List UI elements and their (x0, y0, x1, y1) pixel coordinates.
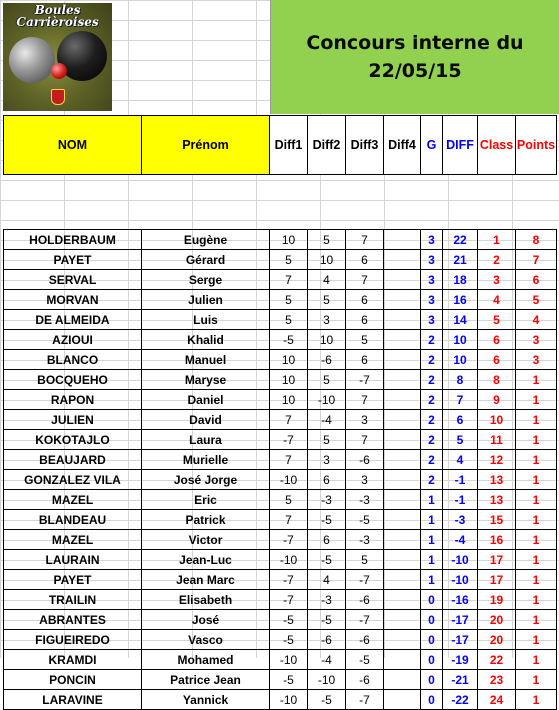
cell-diff1[interactable]: 5 (270, 310, 308, 330)
table-row (4, 510, 557, 530)
cell-diff1[interactable]: -7 (270, 590, 308, 610)
header-row (4, 116, 557, 175)
cell-nom[interactable]: SERVAL (4, 270, 142, 290)
cell-class[interactable]: 19 (478, 590, 516, 610)
boule-silver-icon (9, 37, 55, 83)
cell-diff[interactable]: -4 (443, 530, 478, 550)
cell-diff3[interactable]: -7 (346, 690, 384, 710)
cell-class[interactable]: 22 (478, 650, 516, 670)
cell-prenom[interactable]: Daniel (142, 390, 270, 410)
cell-g[interactable]: 1 (421, 490, 443, 510)
cell-diff2[interactable]: -5 (308, 550, 346, 570)
cell-nom[interactable]: GONZALEZ VILA (4, 470, 142, 490)
cell-diff2[interactable]: 5 (308, 290, 346, 310)
cell-diff2[interactable]: 6 (308, 530, 346, 550)
cell-diff4[interactable] (384, 310, 421, 330)
cell-diff1[interactable]: -5 (270, 610, 308, 630)
cell-points[interactable]: 1 (516, 550, 557, 570)
cell-diff[interactable]: -1 (443, 490, 478, 510)
cell-points[interactable]: 7 (516, 250, 557, 270)
cell-class[interactable]: 5 (478, 310, 516, 330)
cell-nom[interactable]: RAPON (4, 390, 142, 410)
header-diff1[interactable]: Diff1 (270, 116, 308, 175)
cell-nom[interactable]: LAURAIN (4, 550, 142, 570)
cell-class[interactable]: 11 (478, 430, 516, 450)
cell-class[interactable]: 13 (478, 490, 516, 510)
cell-prenom[interactable]: Jean Marc (142, 570, 270, 590)
cell-diff2[interactable]: -4 (308, 410, 346, 430)
cell-nom[interactable]: PAYET (4, 570, 142, 590)
cell-diff[interactable]: 8 (443, 370, 478, 390)
table-row (4, 230, 557, 250)
cell-prenom[interactable]: Patrick (142, 510, 270, 530)
spacer-row (4, 175, 557, 230)
cell-diff1[interactable]: 5 (270, 250, 308, 270)
cell-g[interactable]: 2 (421, 450, 443, 470)
cell-nom[interactable]: LARAVINE (4, 690, 142, 710)
cell-prenom[interactable]: Julien (142, 290, 270, 310)
table-row (4, 610, 557, 630)
cell-diff1[interactable]: 10 (270, 350, 308, 370)
cell-nom[interactable]: FIGUEIREDO (4, 630, 142, 650)
cell-diff1[interactable]: 7 (270, 450, 308, 470)
table-row (4, 590, 557, 610)
table-row (4, 290, 557, 310)
cell-diff4[interactable] (384, 690, 421, 710)
cell-class[interactable]: 3 (478, 270, 516, 290)
cell-points[interactable]: 1 (516, 570, 557, 590)
title-line-1: Concours interne du (306, 32, 524, 54)
cell-diff1[interactable]: -10 (270, 650, 308, 670)
header-nom[interactable]: NOM (4, 116, 142, 175)
cell-g[interactable]: 1 (421, 510, 443, 530)
cell-class[interactable]: 17 (478, 570, 516, 590)
cell-prenom[interactable]: Elisabeth (142, 590, 270, 610)
cell-diff1[interactable]: 10 (270, 230, 308, 250)
cell-diff4[interactable] (384, 430, 421, 450)
cell-diff2[interactable]: -10 (308, 390, 346, 410)
cell-diff[interactable]: -19 (443, 650, 478, 670)
cell-diff4[interactable] (384, 270, 421, 290)
header-prenom[interactable]: Prénom (142, 116, 270, 175)
cell-diff3[interactable]: 5 (346, 330, 384, 350)
table-row (4, 570, 557, 590)
cell-diff[interactable]: 5 (443, 430, 478, 450)
cell-g[interactable]: 0 (421, 630, 443, 650)
cell-diff[interactable]: -10 (443, 550, 478, 570)
cell-diff[interactable]: 7 (443, 390, 478, 410)
cell-diff3[interactable]: 7 (346, 230, 384, 250)
cell-diff[interactable]: 14 (443, 310, 478, 330)
cell-diff[interactable]: 18 (443, 270, 478, 290)
cell-g[interactable]: 3 (421, 270, 443, 290)
cell-nom[interactable]: MORVAN (4, 290, 142, 310)
cell-diff4[interactable] (384, 370, 421, 390)
cell-diff4[interactable] (384, 550, 421, 570)
table-row (4, 350, 557, 370)
cell-prenom[interactable]: Manuel (142, 350, 270, 370)
cell-nom[interactable]: JULIEN (4, 410, 142, 430)
cell-class[interactable]: 15 (478, 510, 516, 530)
cell-g[interactable]: 1 (421, 530, 443, 550)
cell-diff3[interactable]: 7 (346, 270, 384, 290)
cell-prenom[interactable]: Khalid (142, 330, 270, 350)
cell-diff4[interactable] (384, 290, 421, 310)
cell-prenom[interactable]: José (142, 610, 270, 630)
cell-diff4[interactable] (384, 610, 421, 630)
cell-nom[interactable]: BEAUJARD (4, 450, 142, 470)
table-row (4, 650, 557, 670)
cell-nom[interactable]: PAYET (4, 250, 142, 270)
cell-g[interactable]: 2 (421, 430, 443, 450)
cell-diff[interactable]: 22 (443, 230, 478, 250)
cell-diff3[interactable]: 6 (346, 350, 384, 370)
cell-prenom[interactable]: Vasco (142, 630, 270, 650)
cell-diff4[interactable] (384, 650, 421, 670)
cell-diff3[interactable]: -6 (346, 450, 384, 470)
table-row (4, 250, 557, 270)
cell-points[interactable]: 1 (516, 670, 557, 690)
cell-diff[interactable]: 10 (443, 350, 478, 370)
cell-diff2[interactable]: 10 (308, 330, 346, 350)
cell-diff2[interactable]: 4 (308, 270, 346, 290)
cell-prenom[interactable]: Laura (142, 430, 270, 450)
cell-diff2[interactable]: -5 (308, 690, 346, 710)
title-line-2: 22/05/15 (368, 60, 462, 82)
header-class[interactable]: Class (478, 116, 516, 175)
cell-diff3[interactable]: 5 (346, 550, 384, 570)
cell-diff[interactable]: -17 (443, 610, 478, 630)
header-points[interactable]: Points (516, 116, 557, 175)
cell-diff2[interactable]: -4 (308, 650, 346, 670)
cell-diff[interactable]: 10 (443, 330, 478, 350)
header-diff[interactable]: DIFF (443, 116, 478, 175)
cell-class[interactable]: 10 (478, 410, 516, 430)
cell-points[interactable]: 1 (516, 610, 557, 630)
cell-diff2[interactable]: -3 (308, 590, 346, 610)
cell-g[interactable]: 0 (421, 670, 443, 690)
cell-nom[interactable]: AZIOUI (4, 330, 142, 350)
jack-ball-icon (51, 63, 67, 79)
cell-diff[interactable]: -1 (443, 470, 478, 490)
table-row (4, 270, 557, 290)
cell-class[interactable]: 1 (478, 230, 516, 250)
cell-nom[interactable]: TRAILIN (4, 590, 142, 610)
table-row (4, 390, 557, 410)
cell-points[interactable]: 4 (516, 310, 557, 330)
cell-diff4[interactable] (384, 470, 421, 490)
cell-diff[interactable]: -22 (443, 690, 478, 710)
cell-prenom[interactable]: Eugène (142, 230, 270, 250)
cell-diff1[interactable]: -5 (270, 670, 308, 690)
cell-points[interactable]: 1 (516, 530, 557, 550)
cell-class[interactable]: 6 (478, 350, 516, 370)
cell-diff4[interactable] (384, 230, 421, 250)
cell-prenom[interactable]: Maryse (142, 370, 270, 390)
cell-diff2[interactable]: -6 (308, 630, 346, 650)
cell-g[interactable]: 2 (421, 470, 443, 490)
cell-diff2[interactable]: 5 (308, 230, 346, 250)
table-row (4, 550, 557, 570)
cell-nom[interactable]: BOCQUEHO (4, 370, 142, 390)
cell-diff3[interactable]: 3 (346, 470, 384, 490)
cell-g[interactable]: 3 (421, 250, 443, 270)
cell-diff3[interactable]: 7 (346, 390, 384, 410)
cell-diff4[interactable] (384, 570, 421, 590)
cell-diff3[interactable]: -5 (346, 650, 384, 670)
cell-diff4[interactable] (384, 330, 421, 350)
cell-class[interactable]: 9 (478, 390, 516, 410)
cell-diff1[interactable]: -10 (270, 470, 308, 490)
cell-nom[interactable]: BLANDEAU (4, 510, 142, 530)
cell-diff1[interactable]: 10 (270, 390, 308, 410)
spacer-cell[interactable] (4, 175, 557, 230)
cell-nom[interactable]: DE ALMEIDA (4, 310, 142, 330)
cell-points[interactable]: 1 (516, 630, 557, 650)
cell-g[interactable]: 3 (421, 310, 443, 330)
cell-nom[interactable]: ABRANTES (4, 610, 142, 630)
cell-diff3[interactable]: -7 (346, 370, 384, 390)
table-row (4, 450, 557, 470)
cell-diff[interactable]: -3 (443, 510, 478, 530)
cell-diff1[interactable]: 10 (270, 370, 308, 390)
cell-diff2[interactable]: 3 (308, 450, 346, 470)
cell-prenom[interactable]: David (142, 410, 270, 430)
cell-g[interactable]: 3 (421, 290, 443, 310)
cell-diff2[interactable]: 5 (308, 430, 346, 450)
cell-nom[interactable]: BLANCO (4, 350, 142, 370)
cell-prenom[interactable]: Serge (142, 270, 270, 290)
cell-g[interactable]: 2 (421, 370, 443, 390)
cell-points[interactable]: 1 (516, 490, 557, 510)
table-row (4, 430, 557, 450)
cell-diff3[interactable]: -7 (346, 610, 384, 630)
cell-diff[interactable]: -21 (443, 670, 478, 690)
cell-points[interactable]: 1 (516, 590, 557, 610)
cell-diff1[interactable]: 7 (270, 410, 308, 430)
cell-diff1[interactable]: 7 (270, 270, 308, 290)
cell-diff2[interactable]: 6 (308, 470, 346, 490)
cell-diff[interactable]: -17 (443, 630, 478, 650)
town-crest-icon (51, 89, 65, 105)
cell-g[interactable]: 0 (421, 690, 443, 710)
cell-diff4[interactable] (384, 250, 421, 270)
cell-class[interactable]: 4 (478, 290, 516, 310)
cell-points[interactable]: 1 (516, 390, 557, 410)
cell-diff4[interactable] (384, 510, 421, 530)
cell-points[interactable]: 1 (516, 470, 557, 490)
cell-prenom[interactable]: Patrice Jean (142, 670, 270, 690)
cell-diff3[interactable]: 6 (346, 310, 384, 330)
cell-class[interactable]: 12 (478, 450, 516, 470)
cell-points[interactable]: 1 (516, 450, 557, 470)
cell-diff[interactable]: 16 (443, 290, 478, 310)
cell-prenom[interactable]: José Jorge (142, 470, 270, 490)
cell-nom[interactable]: KRAMDI (4, 650, 142, 670)
cell-class[interactable]: 23 (478, 670, 516, 690)
cell-diff2[interactable]: -3 (308, 490, 346, 510)
cell-points[interactable]: 1 (516, 510, 557, 530)
cell-diff2[interactable]: -5 (308, 510, 346, 530)
cell-diff3[interactable]: -7 (346, 570, 384, 590)
cell-class[interactable]: 24 (478, 690, 516, 710)
cell-diff2[interactable]: 10 (308, 250, 346, 270)
cell-diff2[interactable]: -10 (308, 670, 346, 690)
logo-text-line1: Boules (34, 3, 81, 17)
cell-diff3[interactable]: -3 (346, 530, 384, 550)
cell-prenom[interactable]: Victor (142, 530, 270, 550)
cell-prenom[interactable]: Gérard (142, 250, 270, 270)
cell-diff1[interactable]: -5 (270, 330, 308, 350)
cell-diff4[interactable] (384, 350, 421, 370)
cell-diff1[interactable]: -7 (270, 430, 308, 450)
results-table (3, 115, 557, 710)
cell-prenom[interactable]: Jean-Luc (142, 550, 270, 570)
cell-diff4[interactable] (384, 390, 421, 410)
cell-diff3[interactable]: 7 (346, 430, 384, 450)
table-row (4, 310, 557, 330)
table-row (4, 630, 557, 650)
cell-g[interactable]: 1 (421, 570, 443, 590)
cell-diff3[interactable]: -6 (346, 630, 384, 650)
cell-diff3[interactable]: -5 (346, 510, 384, 530)
title-cell[interactable] (270, 0, 559, 114)
header-diff2[interactable]: Diff2 (308, 116, 346, 175)
cell-diff[interactable]: 21 (443, 250, 478, 270)
cell-g[interactable]: 2 (421, 410, 443, 430)
table-row (4, 410, 557, 430)
table-row (4, 330, 557, 350)
cell-diff4[interactable] (384, 630, 421, 650)
cell-g[interactable]: 2 (421, 330, 443, 350)
cell-points[interactable]: 3 (516, 330, 557, 350)
cell-diff3[interactable]: -6 (346, 670, 384, 690)
cell-points[interactable]: 1 (516, 690, 557, 710)
cell-diff3[interactable]: 3 (346, 410, 384, 430)
cell-nom[interactable]: MAZEL (4, 490, 142, 510)
table-row (4, 470, 557, 490)
club-logo (3, 3, 112, 111)
cell-nom[interactable]: HOLDERBAUM (4, 230, 142, 250)
table-row (4, 690, 557, 710)
cell-nom[interactable]: KOKOTAJLO (4, 430, 142, 450)
cell-diff4[interactable] (384, 450, 421, 470)
cell-diff2[interactable]: 4 (308, 570, 346, 590)
cell-diff3[interactable]: -6 (346, 590, 384, 610)
cell-diff4[interactable] (384, 490, 421, 510)
logo-text-line2: Carrièroises (16, 15, 99, 29)
cell-class[interactable]: 20 (478, 610, 516, 630)
cell-class[interactable]: 13 (478, 470, 516, 490)
cell-g[interactable]: 0 (421, 650, 443, 670)
cell-class[interactable]: 2 (478, 250, 516, 270)
cell-points[interactable]: 1 (516, 430, 557, 450)
cell-diff4[interactable] (384, 410, 421, 430)
cell-points[interactable]: 1 (516, 650, 557, 670)
cell-prenom[interactable]: Yannick (142, 690, 270, 710)
cell-diff[interactable]: -16 (443, 590, 478, 610)
cell-diff1[interactable]: 5 (270, 490, 308, 510)
cell-points[interactable]: 3 (516, 350, 557, 370)
table-row (4, 490, 557, 510)
cell-diff2[interactable]: -5 (308, 610, 346, 630)
cell-g[interactable]: 2 (421, 350, 443, 370)
cell-diff4[interactable] (384, 590, 421, 610)
cell-diff[interactable]: -10 (443, 570, 478, 590)
cell-prenom[interactable]: Murielle (142, 450, 270, 470)
cell-class[interactable]: 6 (478, 330, 516, 350)
cell-diff[interactable]: 4 (443, 450, 478, 470)
cell-diff2[interactable]: 3 (308, 310, 346, 330)
cell-diff1[interactable]: -7 (270, 530, 308, 550)
cell-class[interactable]: 8 (478, 370, 516, 390)
cell-nom[interactable]: MAZEL (4, 530, 142, 550)
cell-diff1[interactable]: 5 (270, 290, 308, 310)
cell-diff1[interactable]: -10 (270, 690, 308, 710)
cell-points[interactable]: 5 (516, 290, 557, 310)
cell-points[interactable]: 6 (516, 270, 557, 290)
cell-diff1[interactable]: -5 (270, 630, 308, 650)
cell-prenom[interactable]: Mohamed (142, 650, 270, 670)
cell-points[interactable]: 1 (516, 370, 557, 390)
cell-diff4[interactable] (384, 530, 421, 550)
cell-diff3[interactable]: -3 (346, 490, 384, 510)
cell-nom[interactable]: PONCIN (4, 670, 142, 690)
cell-points[interactable]: 1 (516, 410, 557, 430)
cell-g[interactable]: 0 (421, 610, 443, 630)
header-g[interactable]: G (421, 116, 443, 175)
cell-prenom[interactable]: Eric (142, 490, 270, 510)
cell-diff2[interactable]: 5 (308, 370, 346, 390)
table-row (4, 370, 557, 390)
cell-diff2[interactable]: -6 (308, 350, 346, 370)
cell-prenom[interactable]: Luis (142, 310, 270, 330)
table-row (4, 530, 557, 550)
results-body (4, 175, 557, 710)
cell-diff3[interactable]: 6 (346, 290, 384, 310)
cell-g[interactable]: 2 (421, 390, 443, 410)
cell-diff4[interactable] (384, 670, 421, 690)
cell-diff1[interactable]: -7 (270, 570, 308, 590)
cell-g[interactable]: 1 (421, 550, 443, 570)
logo-text (3, 4, 112, 28)
cell-diff1[interactable]: 7 (270, 510, 308, 530)
cell-g[interactable]: 0 (421, 590, 443, 610)
cell-class[interactable]: 16 (478, 530, 516, 550)
header-diff3[interactable]: Diff3 (346, 116, 384, 175)
cell-class[interactable]: 20 (478, 630, 516, 650)
cell-diff1[interactable]: -10 (270, 550, 308, 570)
cell-diff[interactable]: 6 (443, 410, 478, 430)
table-row (4, 670, 557, 690)
cell-points[interactable]: 8 (516, 230, 557, 250)
cell-g[interactable]: 3 (421, 230, 443, 250)
cell-class[interactable]: 17 (478, 550, 516, 570)
cell-diff3[interactable]: 6 (346, 250, 384, 270)
header-diff4[interactable]: Diff4 (384, 116, 421, 175)
